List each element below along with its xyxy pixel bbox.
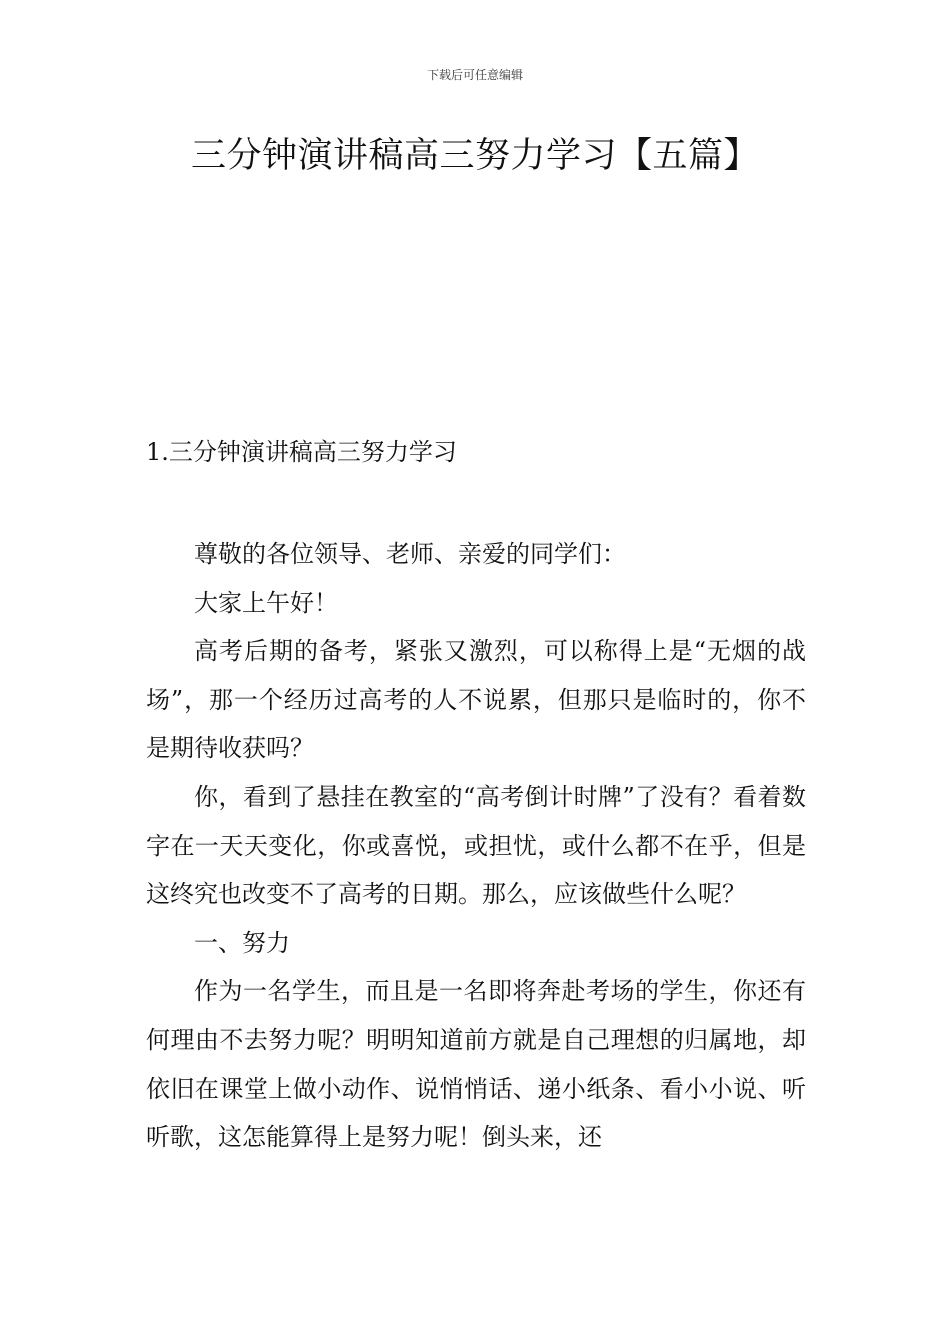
paragraph-subheading: 一、努力 [194, 928, 290, 957]
paragraph-greeting: 大家上午好！ [194, 588, 338, 617]
paragraph-body: 你，看到了悬挂在教室的“高考倒计时牌”了没有？看着数字在一天天变化，你或喜悦，或担忧，或什么都不在乎，但是这终究也改变不了高考的日期。那么，应该做些什么呢？ [146, 782, 806, 909]
document-title: 三分钟演讲稿高三努力学习【五篇】 [190, 136, 759, 176]
header-note: 下载后可任意编辑 [426, 68, 523, 82]
paragraph-salutation: 尊敬的各位领导、老师、亲爱的同学们： [194, 540, 626, 568]
document-body [146, 530, 806, 1162]
paragraph-body: 高考后期的备考，紧张又激烈，可以称得上是“无烟的战场”，那一个经历过高考的人不说累，但那只是临时的，你不是期待收获吗？ [146, 637, 806, 763]
paragraph-body: 作为一名学生，而且是一名即将奔赴考场的学生，你还有何理由不去努力呢？明明知道前方就是自己理想的归属地，却依旧在课堂上做小动作、说悄悄话、递小纸条、看小小说、听听歌，这怎能算得上是努力呢！倒头来，还 [146, 977, 806, 1152]
section-heading: 1.三分钟演讲稿高三努力学习 [146, 438, 457, 466]
